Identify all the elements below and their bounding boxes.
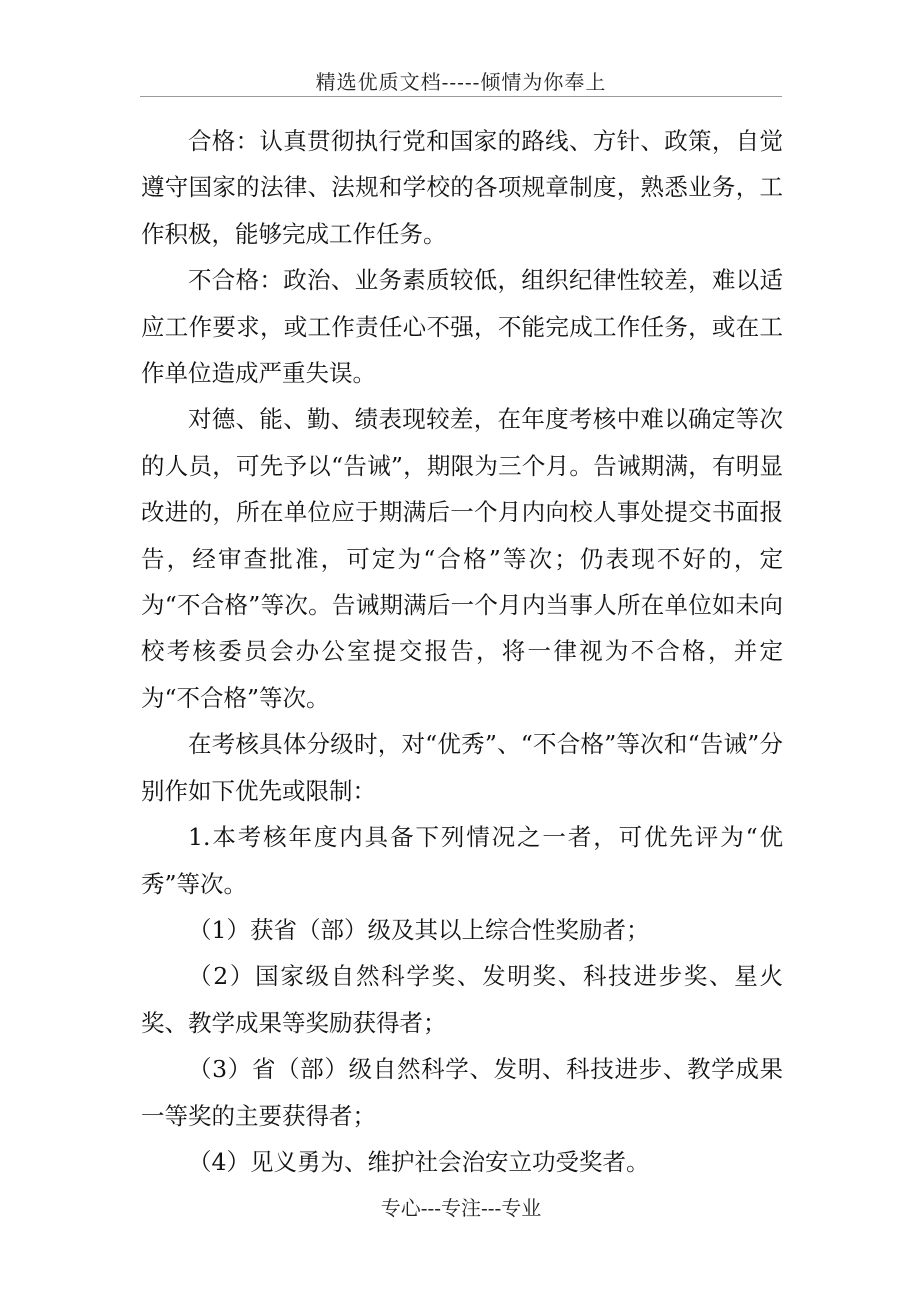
paragraph-grading-rules: 在考核具体分级时，对“优秀”、“不合格”等次和“告诫”分别作如下优先或限制： (141, 730, 783, 805)
paragraph-item-1: 1.本考核年度内具备下列情况之一者，可优先评为“优秀”等次。 (141, 823, 783, 898)
paragraph-qualified: 合格：认真贯彻执行党和国家的路线、方针、政策，自觉遵守国家的法律、法规和学校的各项规章制度，熟悉业务，工作积极，能够完成工作任务。 (141, 127, 783, 248)
document-body (141, 118, 783, 1185)
paragraph-subitem-2: （2）国家级自然科学奖、发明奖、科技进步奖、星火奖、教学成果等奖励获得者； (141, 962, 783, 1037)
paragraph-warning: 对德、能、勤、绩表现较差，在年度考核中难以确定等次的人员，可先予以“告诫”，期限为三个月。告诫期满，有明显改进的，所在单位应于期满后一个月内向校人事处提交书面报告，经审查批准，可定为“合格”等次；仍表现不好的，定为“不合格”等次。告诫期满后一个月内当事人所在单位如未向校考核委员会办公室提交报告，将一律视为不合格，并定为“不合格”等次。 (141, 405, 783, 712)
page-footer: 专心---专注---专业 (380, 1196, 542, 1220)
paragraph-subitem-1: （1）获省（部）级及其以上综合性奖励者； (188, 915, 650, 944)
paragraph-subitem-3: （3）省（部）级自然科学、发明、科技进步、教学成果一等奖的主要获得者； (141, 1055, 783, 1130)
page-header: 精选优质文档-----倾情为你奉上 (315, 70, 607, 94)
paragraph-subitem-4: （4）见义勇为、维护社会治安立功受奖者。 (188, 1147, 650, 1176)
paragraph-unqualified: 不合格：政治、业务素质较低，组织纪律性较差，难以适应工作要求，或工作责任心不强，不能完成工作任务，或在工作单位造成严重失误。 (141, 266, 783, 388)
header-divider (140, 96, 782, 97)
